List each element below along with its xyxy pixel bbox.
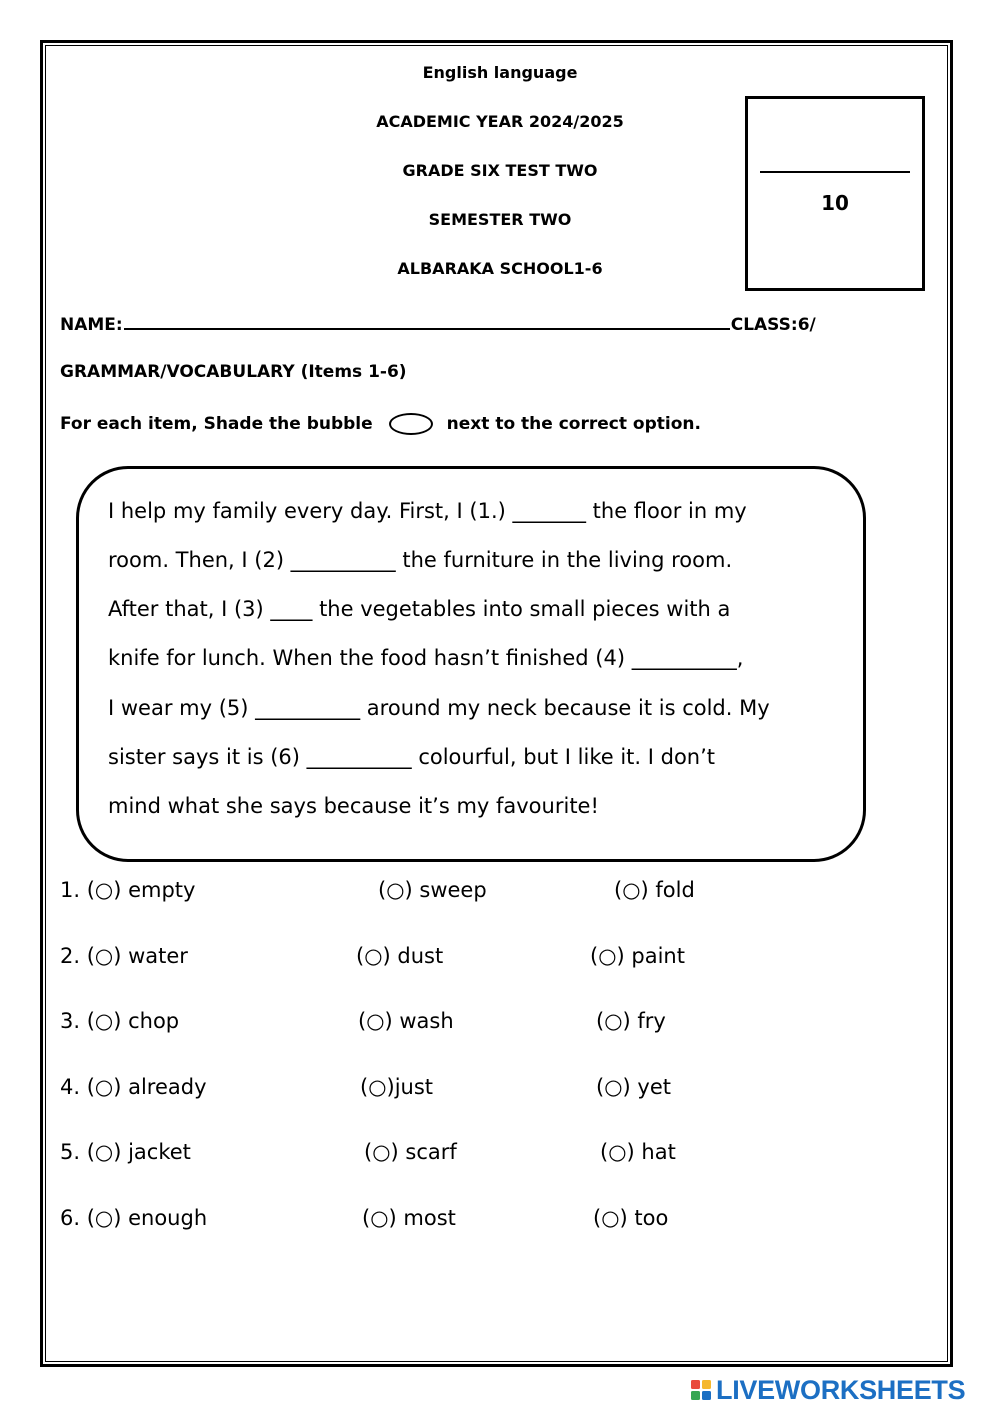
- liveworksheets-logo-icon: [690, 1379, 712, 1401]
- item-2-option-c[interactable]: (○) paint: [590, 944, 685, 968]
- score-total: 10: [821, 191, 849, 215]
- item-4-option-c[interactable]: (○) yet: [596, 1075, 671, 1099]
- passage-line: mind what she says because it’s my favourite!: [108, 794, 599, 818]
- score-box: [745, 96, 925, 291]
- item-3-option-b[interactable]: (○) wash: [358, 1009, 454, 1033]
- passage-line: knife for lunch. When the food hasn’t finished (4) __________,: [108, 646, 744, 670]
- academic-year: ACADEMIC YEAR 2024/2025: [376, 112, 624, 131]
- subject-title: English language: [422, 63, 578, 82]
- semester: SEMESTER TWO: [428, 210, 572, 229]
- instruction-text-end: next to the correct option.: [446, 414, 701, 434]
- item-3-option-a[interactable]: 3. (○) chop: [60, 1009, 180, 1033]
- class-label: CLASS:6/: [730, 315, 816, 335]
- item-4-option-a[interactable]: 4. (○) already: [60, 1075, 207, 1099]
- item-6-option-c[interactable]: (○) too: [593, 1206, 669, 1230]
- name-class-row: [60, 310, 940, 335]
- passage-line: sister says it is (6) __________ colourful, but I like it. I don’t: [108, 745, 716, 769]
- school-name: ALBARAKA SCHOOL1-6: [397, 259, 603, 278]
- item-1-option-c[interactable]: (○) fold: [614, 878, 695, 902]
- passage-line: I wear my (5) __________ around my neck because it is cold. My: [108, 696, 770, 720]
- passage-line: After that, I (3) ____ the vegetables into small pieces with a: [108, 597, 731, 621]
- name-label: NAME:: [60, 315, 123, 335]
- section-title: GRAMMAR/VOCABULARY (Items 1-6): [60, 362, 407, 382]
- bubble-icon: [389, 413, 433, 435]
- item-3-option-c[interactable]: (○) fry: [596, 1009, 666, 1033]
- name-field[interactable]: [124, 310, 730, 330]
- item-2-option-a[interactable]: 2. (○) water: [60, 944, 188, 968]
- brand-name: LIVEWORKSHEETS: [716, 1374, 966, 1405]
- instruction-text-start: For each item, Shade the bubble: [60, 414, 373, 434]
- liveworksheets-logo[interactable]: [690, 1374, 965, 1406]
- score-entry-line[interactable]: [760, 171, 910, 173]
- item-4-option-b[interactable]: (○)just: [360, 1075, 434, 1099]
- passage-line: I help my family every day. First, I (1.) _______ the floor in my: [108, 499, 747, 523]
- item-1-option-a[interactable]: 1. (○) empty: [60, 878, 196, 902]
- item-5-option-a[interactable]: 5. (○) jacket: [60, 1140, 191, 1164]
- passage-line: room. Then, I (2) __________ the furniture in the living room.: [108, 548, 733, 572]
- test-title: GRADE SIX TEST TWO: [402, 161, 598, 180]
- instruction: [60, 413, 701, 435]
- item-6-option-a[interactable]: 6. (○) enough: [60, 1206, 208, 1230]
- item-1-option-b[interactable]: (○) sweep: [378, 878, 487, 902]
- item-6-option-b[interactable]: (○) most: [362, 1206, 456, 1230]
- item-5-option-c[interactable]: (○) hat: [600, 1140, 676, 1164]
- item-5-option-b[interactable]: (○) scarf: [364, 1140, 457, 1164]
- item-2-option-b[interactable]: (○) dust: [356, 944, 444, 968]
